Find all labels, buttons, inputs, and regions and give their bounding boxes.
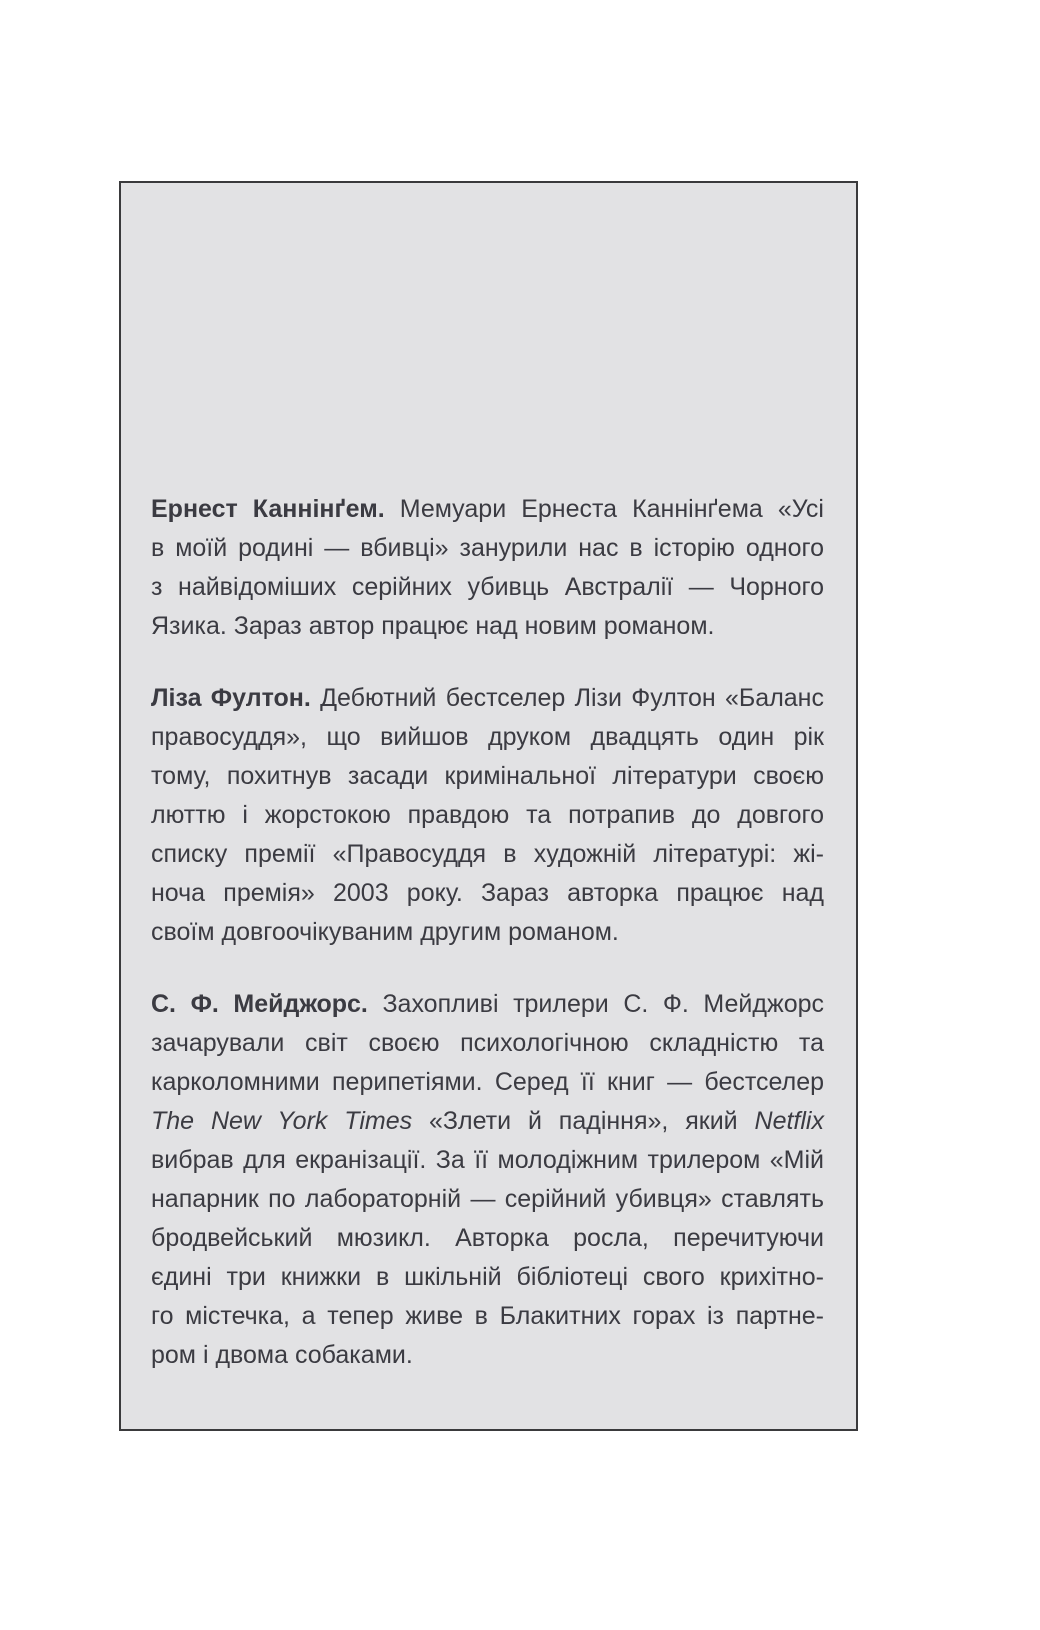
text-line xyxy=(151,718,824,757)
text-line xyxy=(151,1180,824,1219)
body-text: напарник по лабораторній — серійний убивця» ставлять xyxy=(151,1185,824,1213)
text-line xyxy=(151,568,824,607)
body-text: Язика. Зараз автор працює над новим романом. xyxy=(151,612,715,640)
text-line xyxy=(151,490,824,529)
body-text: Мемуари Ернеста Каннінґема «Усі xyxy=(384,495,824,523)
author-name-lead: С. Ф. Мейджорс. xyxy=(151,990,368,1018)
paragraph-liza-fulton xyxy=(151,679,824,952)
text-line xyxy=(151,607,824,646)
body-text: в моїй родині — вбивці» занурили нас в історію одного xyxy=(151,534,824,562)
body-text: з найвідоміших серійних убивць Австралії — Чорного xyxy=(151,573,824,601)
body-text: ром і двома собаками. xyxy=(151,1341,413,1369)
body-text: єдині три книжки в шкільній бібліотеці свого крихітно- xyxy=(151,1263,824,1291)
text-line xyxy=(151,1102,824,1141)
text-line xyxy=(151,529,824,568)
body-text: Захопливі трилери С. Ф. Мейджорс xyxy=(367,990,824,1018)
body-text: карколомними перипетіями. Серед її книг — бестселер xyxy=(151,1068,824,1096)
italic-title: The New York Times xyxy=(151,1107,413,1135)
text-line xyxy=(151,796,824,835)
body-text: «Злети й падіння», який xyxy=(412,1107,755,1135)
paragraph-ernest-cunningham xyxy=(151,490,824,646)
body-text: правосуддя», що вийшов друком двадцять один рік xyxy=(151,723,824,751)
body-text: люттю і жорстокою правдою та потрапив до довгого xyxy=(151,801,824,829)
body-text: Дебютний бестселер Лізи Фултон «Баланс xyxy=(310,684,824,712)
author-name-lead: Ернест Каннінґем. xyxy=(151,495,385,523)
text-line xyxy=(151,757,824,796)
bio-text xyxy=(151,490,824,1375)
text-line xyxy=(151,1063,824,1102)
body-text: ноча премія» 2003 року. Зараз авторка працює над xyxy=(151,879,824,907)
body-text: бродвейський мюзикл. Авторка росла, перечитуючи xyxy=(151,1224,824,1252)
italic-title: Netflix xyxy=(754,1107,824,1135)
body-text: списку премії «Правосуддя в художній літературі: жі- xyxy=(151,840,824,868)
body-text: го містечка, а тепер живе в Блакитних горах із партне- xyxy=(151,1302,824,1330)
body-text: вибрав для екранізації. За її молодіжним трилером «Мій xyxy=(151,1146,824,1174)
text-line xyxy=(151,1219,824,1258)
text-line xyxy=(151,679,824,718)
paragraph-sf-majors xyxy=(151,985,824,1375)
text-line xyxy=(151,874,824,913)
body-text: зачарували світ своєю психологічною складністю та xyxy=(151,1029,824,1057)
body-text: тому, похитнув засади кримінальної літератури своєю xyxy=(151,762,824,790)
text-line xyxy=(151,835,824,874)
author-name-lead: Ліза Фултон. xyxy=(151,684,311,712)
book-page-panel xyxy=(119,181,858,1431)
text-line xyxy=(151,1336,824,1375)
body-text: своїм довгоочікуваним другим романом. xyxy=(151,918,619,946)
text-line xyxy=(151,1297,824,1336)
text-line xyxy=(151,985,824,1024)
text-line xyxy=(151,913,824,952)
text-line xyxy=(151,1141,824,1180)
text-line xyxy=(151,1024,824,1063)
text-line xyxy=(151,1258,824,1297)
